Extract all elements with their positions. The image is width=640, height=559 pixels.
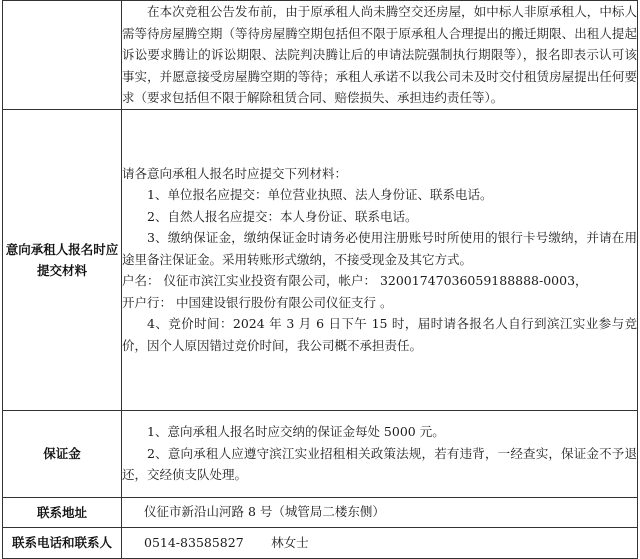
row-label-empty	[3, 1, 122, 110]
contact-person: 林女士	[271, 534, 309, 550]
row-label-address: 联系地址	[3, 497, 122, 527]
occupancy-notice-cell	[122, 1, 638, 110]
row-address	[3, 497, 638, 527]
row-deposit	[3, 410, 638, 497]
materials-intro: 请各意向承租人报名时应提交下列材料：	[122, 165, 348, 181]
row-required-materials	[3, 109, 638, 410]
row-label-required-materials: 意向承租人报名时应提交材料	[3, 109, 122, 410]
deposit-cell	[122, 410, 638, 497]
contact-cell	[122, 527, 638, 558]
notice-table	[2, 0, 638, 559]
row-occupancy-notice	[3, 1, 638, 110]
deposit-item-2: 2、意向承租人应遵守滨江实业招租相关政策法规，若有违背，一经查实，保证金不予退还，交经侦支队处理。	[122, 445, 637, 483]
deposit-item-1: 1、意向承租人报名时应交纳的保证金每处 5000 元。	[147, 424, 445, 440]
required-materials-cell	[122, 109, 638, 410]
materials-item-2: 2、自然人报名应提交：本人身份证、联系电话。	[147, 208, 418, 224]
account-holder-line: 户名： 仪征市滨江实业投资有限公司，帐户： 32001747036059188888-0003，	[122, 273, 588, 289]
materials-item-3: 3、缴纳保证金，缴纳保证金时请务必使用注册账号时所使用的银行卡号缴纳，并请在用途里备注保证金。采用转账形式缴纳，不接受现金及其它方式。	[122, 230, 637, 267]
address-value: 仪征市新沿山河路 8 号（城管局二楼东侧）	[122, 497, 638, 527]
materials-item-1: 1、单位报名应提交：单位营业执照、法人身份证、联系电话。	[147, 187, 493, 203]
bank-line: 开户行： 中国建设银行股份有限公司仪征支行 。	[122, 294, 393, 310]
row-label-deposit: 保证金	[3, 410, 122, 497]
row-label-contact: 联系电话和联系人	[3, 527, 122, 558]
occupancy-notice-text: 在本次竞租公告发布前，由于原承租人尚未腾空交还房屋，如中标人非原承租人，中标人需等待房屋腾空期（等待房屋腾空期包括但不限于原承租人合理提出的搬迁期限、出租人提起诉讼要求腾让的诉讼期限、法院判决腾让后的申请法院强制执行期限等），报名即表示认可该事实，并愿意接受房屋腾空期的等待；承租人承诺不以我公司未及时交付租赁房屋提出任何要求（要求包括但不限于解除租赁合同、赔偿损失、承担违约责任等）。	[122, 4, 637, 105]
contact-phone: 0514-83585827	[144, 534, 244, 550]
materials-item-4: 4、竞价时间：2024 年 3 月 6 日下午 15 时，届时请各报名人自行到滨江实业参与竞价，因个人原因错过竞价时间，我公司概不承担责任。	[122, 316, 637, 353]
row-contact	[3, 527, 638, 558]
